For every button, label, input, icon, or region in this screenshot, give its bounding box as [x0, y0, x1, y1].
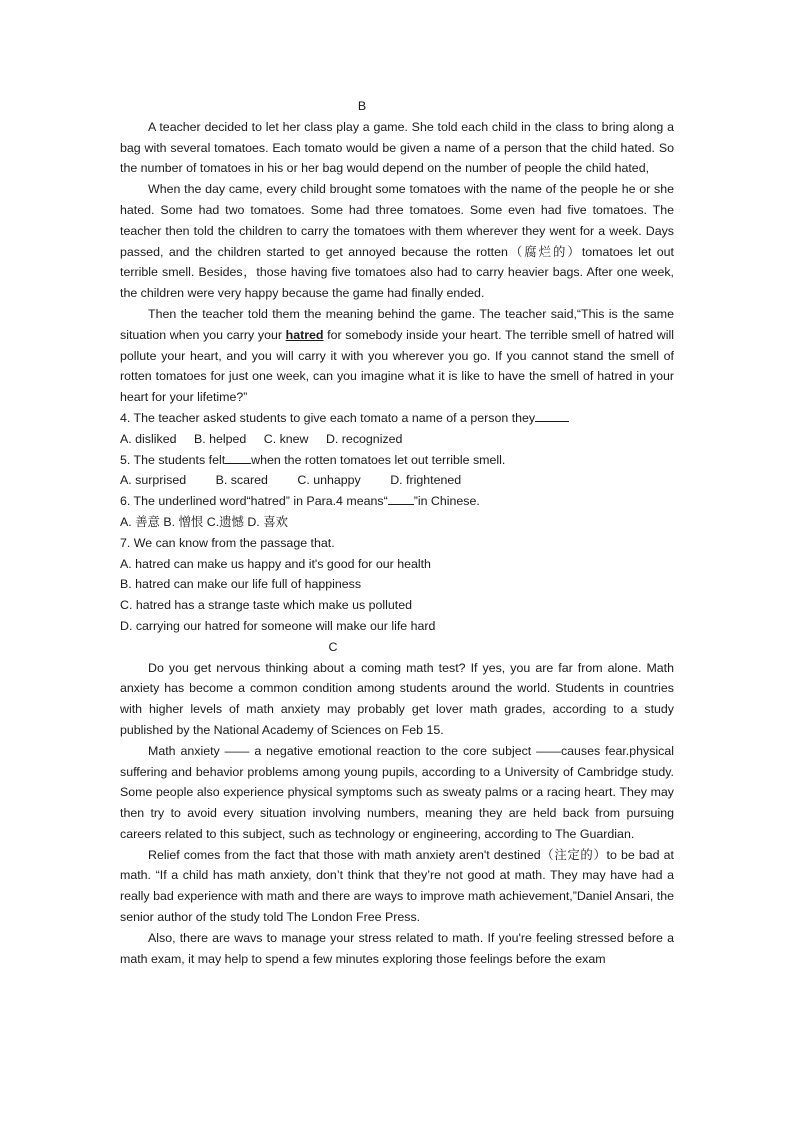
- option-c: C. knew: [263, 431, 309, 446]
- question-7: 7. We can know from the passage that.: [120, 535, 335, 550]
- section-b-paragraph-2: When the day came, every child brought some tomatoes with the name of the people he or she hated. Some had two tomatoes. Some had three tomatoes. Some even had five tomatoes. The teacher then told the children to carry the tomatoes with them wherever they went for a week. Days passed, and the children started to get annoyed because the rotten（腐烂的）tomatoes let out terrible smell. Besides，those having five tomatoes also had to carry heavier bags. After one week, the children were very happy because the game had finally ended.: [120, 182, 674, 301]
- question-4: [120, 408, 674, 429]
- question-7-option-c: C. hatred has a strange taste which make us polluted: [120, 598, 413, 613]
- question-5: [120, 450, 674, 471]
- document-page: [120, 96, 674, 969]
- answer-blank: [535, 409, 569, 422]
- answer-blank: [388, 492, 414, 505]
- section-b-title: B: [357, 99, 367, 113]
- question-6-text-before: 6. The underlined word“hatred” in Para.4 means“: [120, 494, 388, 509]
- question-7-option-a: A. hatred can make us happy and it's good for our health: [120, 556, 431, 571]
- question-5-options: [120, 470, 674, 491]
- section-c-paragraph-3: Relief comes from the fact that those with math anxiety aren't destined（注定的）to be bad at math. “If a child has math anxiety, don’t think that they’re not good at math. They may have had a really bad experience with math and there are ways to improve math achievement,”Daniel Ansari, the senior author of the study told The London Free Press.: [120, 847, 674, 925]
- question-6-options: A. 善意 B. 憎恨 C.遗憾 D. 喜欢: [120, 514, 288, 529]
- paragraph-3-before: Then the teacher told them the meaning behind the game. The teacher said,“This is the same situation when you carry your: [120, 306, 674, 342]
- option-a: A. surprised: [120, 473, 187, 488]
- section-c-paragraph-1: Do you get nervous thinking about a coming math test? If yes, you are far from alone. Math anxiety has become a common condition among students around the world. Students in countries with higher levels of math anxiety may probably get lover math grades, according to a study published by the National Academy of Sciences on Feb 15.: [120, 660, 674, 737]
- section-c-paragraph-2: Math anxiety —— a negative emotional reaction to the core subject ——causes fear.physical suffering and behavior problems among young pupils, according to a University of Cambridge study. Some people also experience physical symptoms such as sweaty palms or a racing heart. They may then try to avoid every situation involving numbers, meaning they are held back from pursuing careers related to this subject, such as technology or engineering, according to The Guardian.: [120, 743, 674, 841]
- answer-blank: [225, 451, 251, 464]
- question-7-option-d: D. carrying our hatred for someone will make our life hard: [120, 618, 436, 633]
- option-b: B. scared: [215, 473, 268, 488]
- underlined-word-hatred: hatred: [285, 327, 324, 342]
- section-c-paragraph-4: Also, there are wavs to manage your stress related to math. If you're feeling stressed before a math exam, it may help to spend a few minutes exploring those feelings before the exam: [120, 930, 674, 966]
- question-4-options: [120, 429, 674, 450]
- option-d: D. frightened: [390, 473, 462, 488]
- question-6: [120, 491, 674, 512]
- option-d: D. recognized: [325, 431, 403, 446]
- section-c-title: C: [328, 639, 338, 654]
- option-c: C. unhappy: [297, 473, 361, 488]
- question-5-text-after: when the rotten tomatoes let out terrible smell.: [251, 452, 506, 467]
- paragraph-3-after: for somebody inside your heart. The terrible smell of hatred will pollute your heart, and you will carry it with you wherever you go. If you cannot stand the smell of rotten tomatoes for just one week, can you imagine what it is like to have the smell of hatred in your heart for your lifetime?”: [120, 327, 674, 405]
- question-6-text-after: ”in Chinese.: [413, 494, 480, 509]
- section-b-paragraph-1: A teacher decided to let her class play a game. She told each child in the class to bring along a bag with several tomatoes. Each tomato would be given a name of a person that the child hated. So the number of tomatoes in his or her bag would depend on the number of people the child hated,: [120, 119, 674, 176]
- question-4-text: 4. The teacher asked students to give each tomato a name of a person they: [120, 410, 536, 425]
- question-5-text-before: 5. The students felt: [120, 452, 226, 467]
- question-7-option-b: B. hatred can make our life full of happiness: [120, 577, 362, 592]
- section-b-paragraph-3: [120, 304, 674, 408]
- option-a: A. disliked: [120, 431, 177, 446]
- option-b: B. helped: [193, 431, 247, 446]
